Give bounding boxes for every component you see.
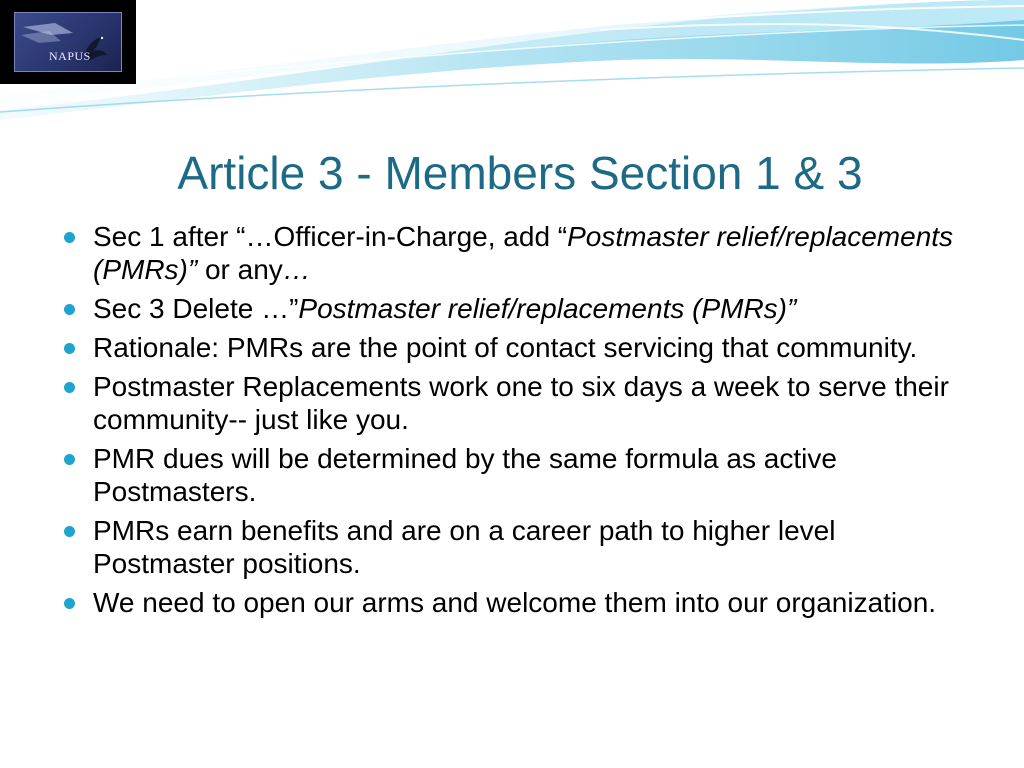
- decorative-waves: [0, 0, 1024, 130]
- bullet-text: Rationale: PMRs are the point of contact servicing that community.: [93, 332, 918, 363]
- bullet-item: [64, 370, 964, 436]
- logo-text: NAPUS: [49, 49, 91, 63]
- bullet-dot-icon: [64, 343, 75, 354]
- bullet-text: PMRs earn benefits and are on a career path to higher level Postmaster positions.: [93, 515, 836, 579]
- bullet-dot-icon: [64, 232, 75, 243]
- bullet-emphasis: Postmaster relief/replacements (PMRs)”: [93, 221, 954, 285]
- bullet-dot-icon: [64, 382, 75, 393]
- bullet-text: or any: [197, 254, 283, 285]
- bullet-dot-icon: [64, 304, 75, 315]
- napus-logo: [14, 12, 122, 72]
- bullet-item: [64, 586, 964, 619]
- bullet-emphasis: Postmaster relief/replacements (PMRs)”: [298, 293, 797, 324]
- logo-frame: [0, 0, 136, 84]
- bullet-item: [64, 220, 964, 286]
- bullet-text: PMR dues will be determined by the same formula as active Postmasters.: [93, 443, 837, 507]
- bullet-text: Postmaster Replacements work one to six days a week to serve their community-- just like you.: [93, 371, 949, 435]
- bullet-list: [64, 220, 964, 625]
- bullet-item: [64, 292, 964, 325]
- bullet-dot-icon: [64, 598, 75, 609]
- bullet-emphasis: …: [282, 254, 311, 285]
- slide-title: Article 3 - Members Section 1 & 3: [177, 147, 863, 199]
- bullet-item: [64, 442, 964, 508]
- bullet-dot-icon: [64, 454, 75, 465]
- bullet-text: We need to open our arms and welcome them into our organization.: [93, 587, 937, 618]
- bullet-text: Sec 3 Delete …”: [93, 293, 299, 324]
- bullet-dot-icon: [64, 526, 75, 537]
- bullet-text: Sec 1 after “…Officer-in-Charge, add “: [93, 221, 568, 252]
- bullet-item: [64, 514, 964, 580]
- bullet-item: [64, 331, 964, 364]
